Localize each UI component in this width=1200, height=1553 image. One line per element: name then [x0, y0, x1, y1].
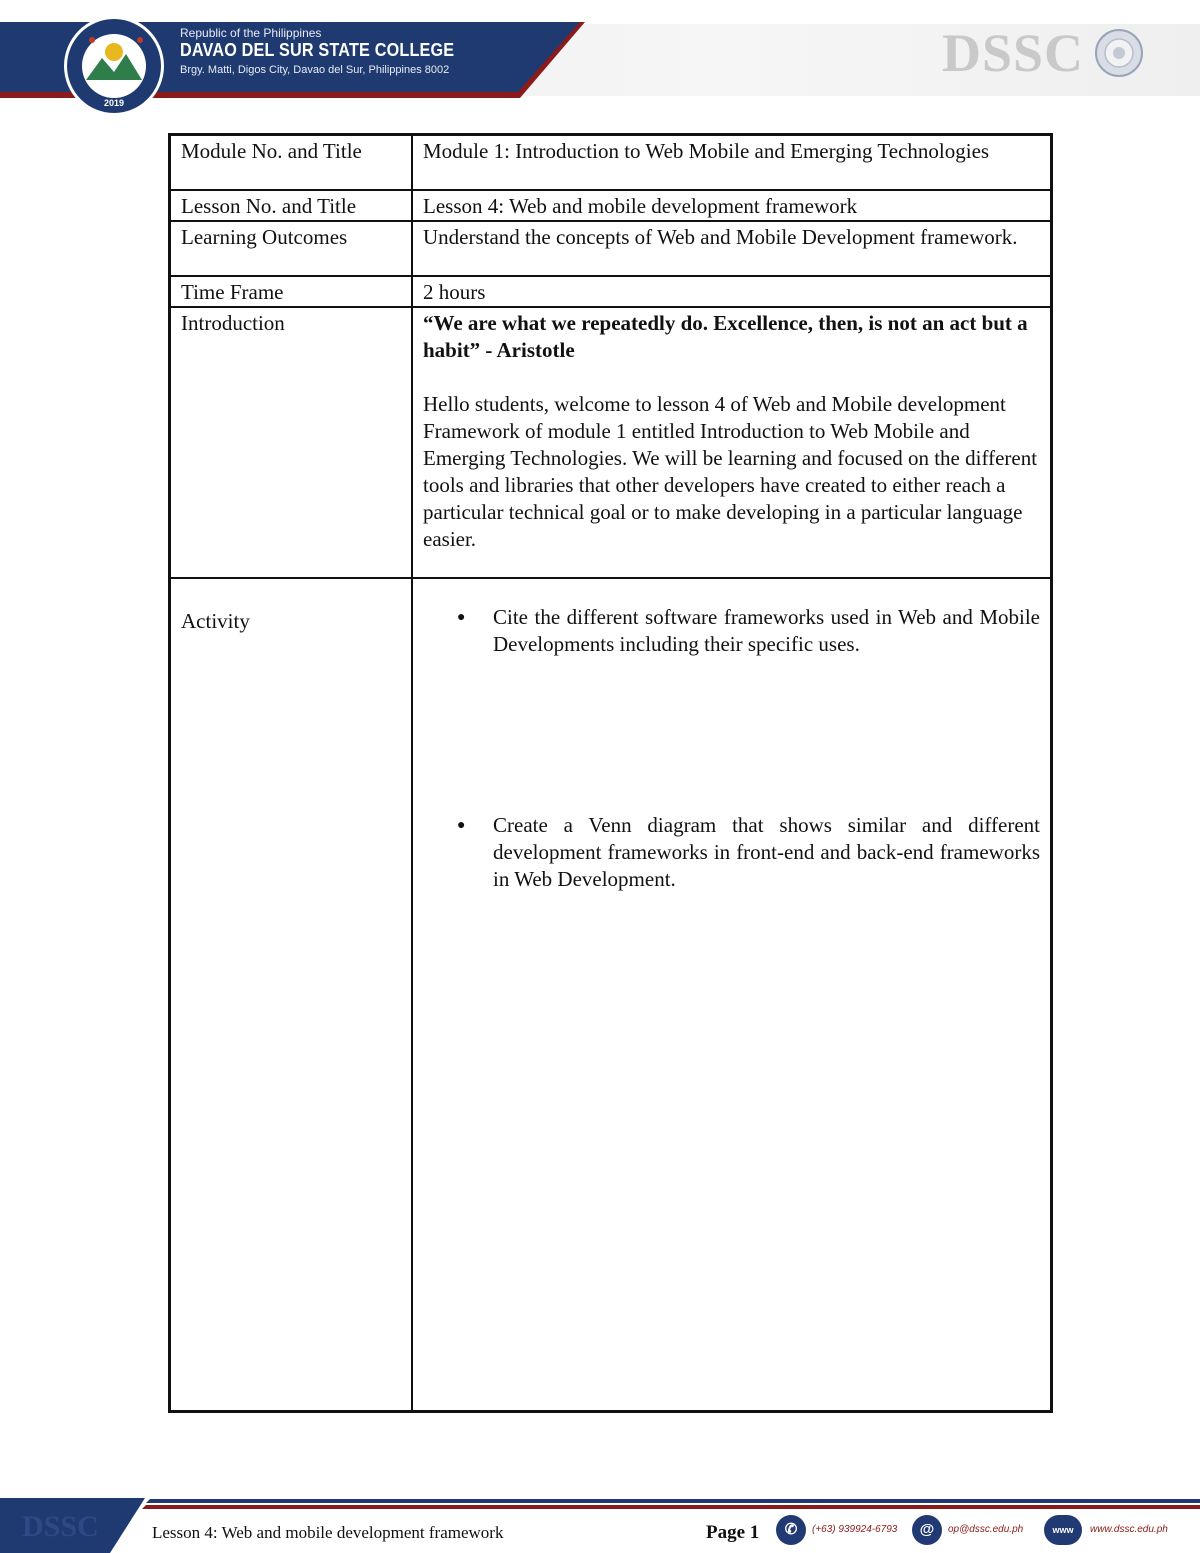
intro-paragraph: Hello students, welcome to lesson 4 of Web and Mobile development Framework of module 1 entitled Introduction to Web Mobile and Emerging Technologies. We will be learning and focused on the different tools and libraries that other developers have created to either reach a particular technical goal or to make developing in a particular language easier.	[423, 391, 1038, 551]
table-row	[170, 221, 1052, 276]
footer-website: www.dssc.edu.ph	[1090, 1524, 1168, 1535]
footer-lesson-title: Lesson 4: Web and mobile development framework	[152, 1523, 504, 1542]
activity-list	[423, 604, 1040, 893]
footer-page-number: Page 1	[706, 1522, 760, 1543]
row-label: Learning Outcomes	[170, 221, 413, 276]
header-brand: DSSC	[942, 23, 1085, 83]
introduction-cell	[412, 307, 1052, 578]
row-label: Introduction	[170, 307, 413, 578]
footer-email: op@dssc.edu.ph	[948, 1524, 1024, 1535]
table-row	[170, 190, 1052, 221]
activity-cell	[412, 578, 1052, 1412]
list-item	[457, 604, 1040, 658]
www-icon: www	[1044, 1515, 1082, 1545]
activity-item-text: Cite the different software frameworks used in Web and Mobile Developments including their specific uses.	[493, 604, 1040, 656]
row-value: Module 1: Introduction to Web Mobile and Emerging Technologies	[412, 135, 1052, 190]
intro-quote: “We are what we repeatedly do. Excellence, then, is not an act but a habit” - Aristotle	[423, 310, 1028, 362]
table-row-activity	[170, 578, 1052, 1412]
footer-phone: (+63) 939924-6793	[812, 1524, 898, 1535]
bullet-icon: ●	[457, 609, 466, 625]
row-value: Lesson 4: Web and mobile development framework	[412, 190, 1052, 221]
row-value: 2 hours	[412, 276, 1052, 307]
list-item	[457, 812, 1040, 893]
row-value: Understand the concepts of Web and Mobile Development framework.	[412, 221, 1052, 276]
header-address: Brgy. Matti, Digos City, Davao del Sur, Philippines 8002	[180, 64, 450, 76]
module-table	[168, 133, 1053, 1413]
activity-item-text: Create a Venn diagram that shows similar and different development frameworks in front-end and back-end frameworks in Web Development.	[493, 812, 1040, 891]
phone-icon: ✆	[776, 1515, 806, 1545]
row-label: Time Frame	[170, 276, 413, 307]
college-logo	[62, 14, 166, 118]
at-icon: @	[912, 1515, 942, 1545]
bullet-icon: ●	[457, 817, 466, 833]
svg-text:2019: 2019	[103, 98, 125, 108]
header-college-name: DAVAO DEL SUR STATE COLLEGE	[180, 40, 455, 60]
row-label: Lesson No. and Title	[170, 190, 413, 221]
activity-label: Activity	[181, 608, 250, 633]
table-row	[170, 135, 1052, 190]
row-label	[170, 578, 413, 1412]
table-row-introduction	[170, 307, 1052, 578]
svg-text:DSSC: DSSC	[22, 1510, 99, 1543]
seal-icon	[1094, 28, 1144, 78]
header-republic: Republic of the Philippines	[180, 26, 322, 40]
row-label: Module No. and Title	[170, 135, 413, 190]
table-row	[170, 276, 1052, 307]
